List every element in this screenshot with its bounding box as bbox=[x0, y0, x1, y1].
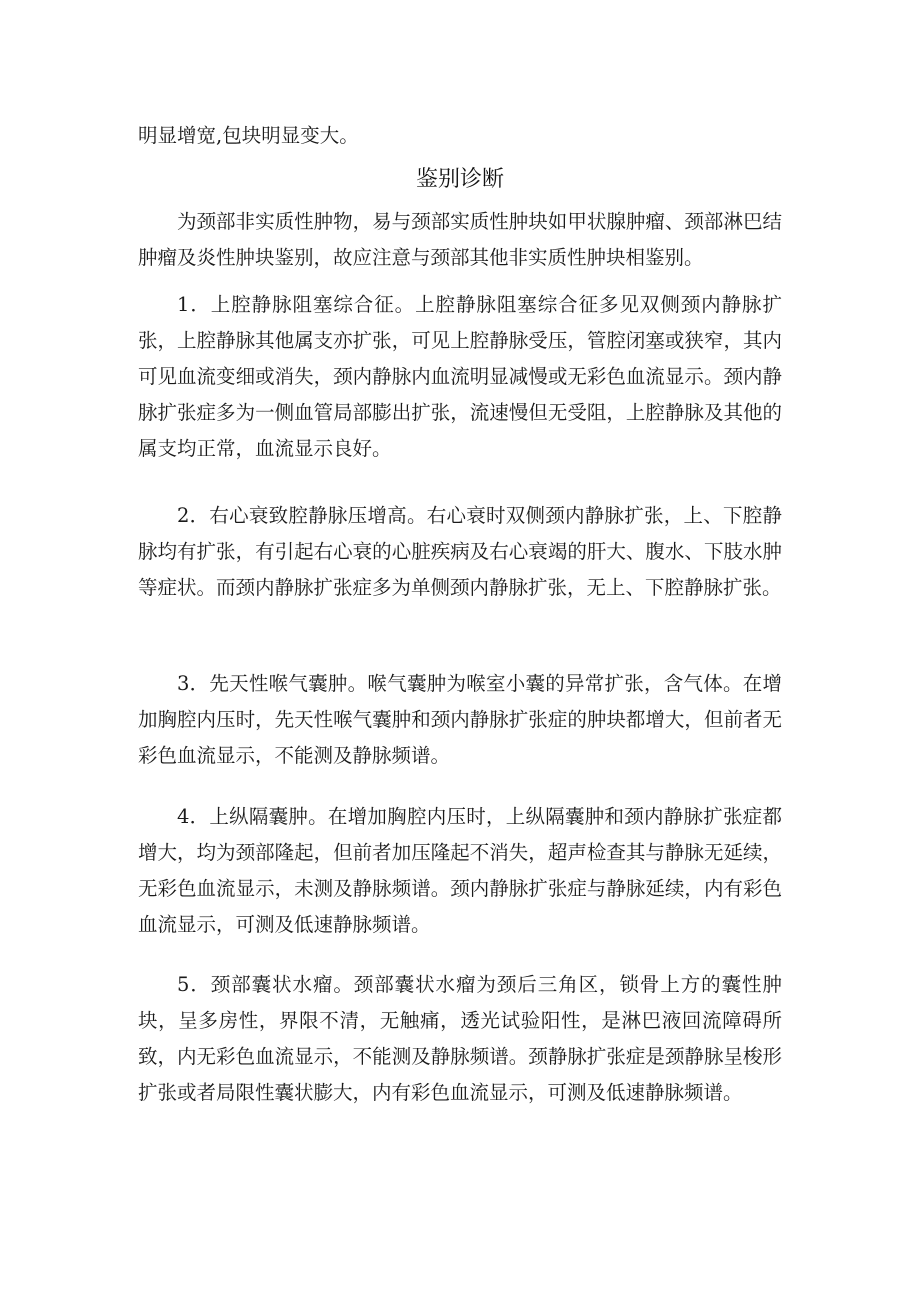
differential-item-5: 5．颈部囊状水瘤。颈部囊状水瘤为颈后三角区，锁骨上方的囊性肿块，呈多房性，界限不清，无触痛，透光试验阳性，是淋巴液回流障碍所致，内无彩色血流显示，不能测及静脉频谱。颈静脉扩张症是颈静脉呈梭形扩张或者局限性囊状膨大，内有彩色血流显示，可测及低速静脉频谱。 bbox=[138, 973, 782, 1104]
intro-paragraph: 为颈部非实质性肿物，易与颈部实质性肿块如甲状腺肿瘤、颈部淋巴结肿瘤及炎性肿块鉴别，故应注意与颈部其他非实质性肿块相鉴别。 bbox=[138, 210, 782, 269]
differential-item-3: 3．先天性喉气囊肿。喉气囊肿为喉室小囊的异常扩张，含气体。在增加胸腔内压时，先天性喉气囊肿和颈内静脉扩张症的肿块都增大，但前者无彩色血流显示，不能测及静脉频谱。 bbox=[138, 672, 782, 767]
section-heading: 鉴别诊断 bbox=[415, 167, 504, 192]
differential-item-1: 1．上腔静脉阻塞综合征。上腔静脉阻塞综合征多见双侧颈内静脉扩张，上腔静脉其他属支亦扩张，可见上腔静脉受压，管腔闭塞或狭窄，其内可见血流变细或消失，颈内静脉内血流明显减慢或无彩色血流显示。颈内静脉扩张症多为一侧血管局部膨出扩张，流速慢但无受阻，上腔静脉及其他的属支均正常，血流显示良好。 bbox=[138, 293, 782, 460]
differential-item-2: 2．右心衰致腔静脉压增高。右心衰时双侧颈内静脉扩张，上、下腔静脉均有扩张，有引起右心衰的心脏疾病及右心衰竭的肝大、腹水、下肢水肿等症状。而颈内静脉扩张症多为单侧颈内静脉扩张，无上、下腔静脉扩张。 bbox=[138, 504, 782, 599]
differential-item-4: 4．上纵隔囊肿。在增加胸腔内压时，上纵隔囊肿和颈内静脉扩张症都增大，均为颈部隆起，但前者加压隆起不消失，超声检查其与静脉无延续，无彩色血流显示，未测及静脉频谱。颈内静脉扩张症与静脉延续，内有彩色血流显示，可测及低速静脉频谱。 bbox=[138, 805, 782, 936]
continuation-line: 明显增宽,包块明显变大。 bbox=[138, 124, 359, 147]
